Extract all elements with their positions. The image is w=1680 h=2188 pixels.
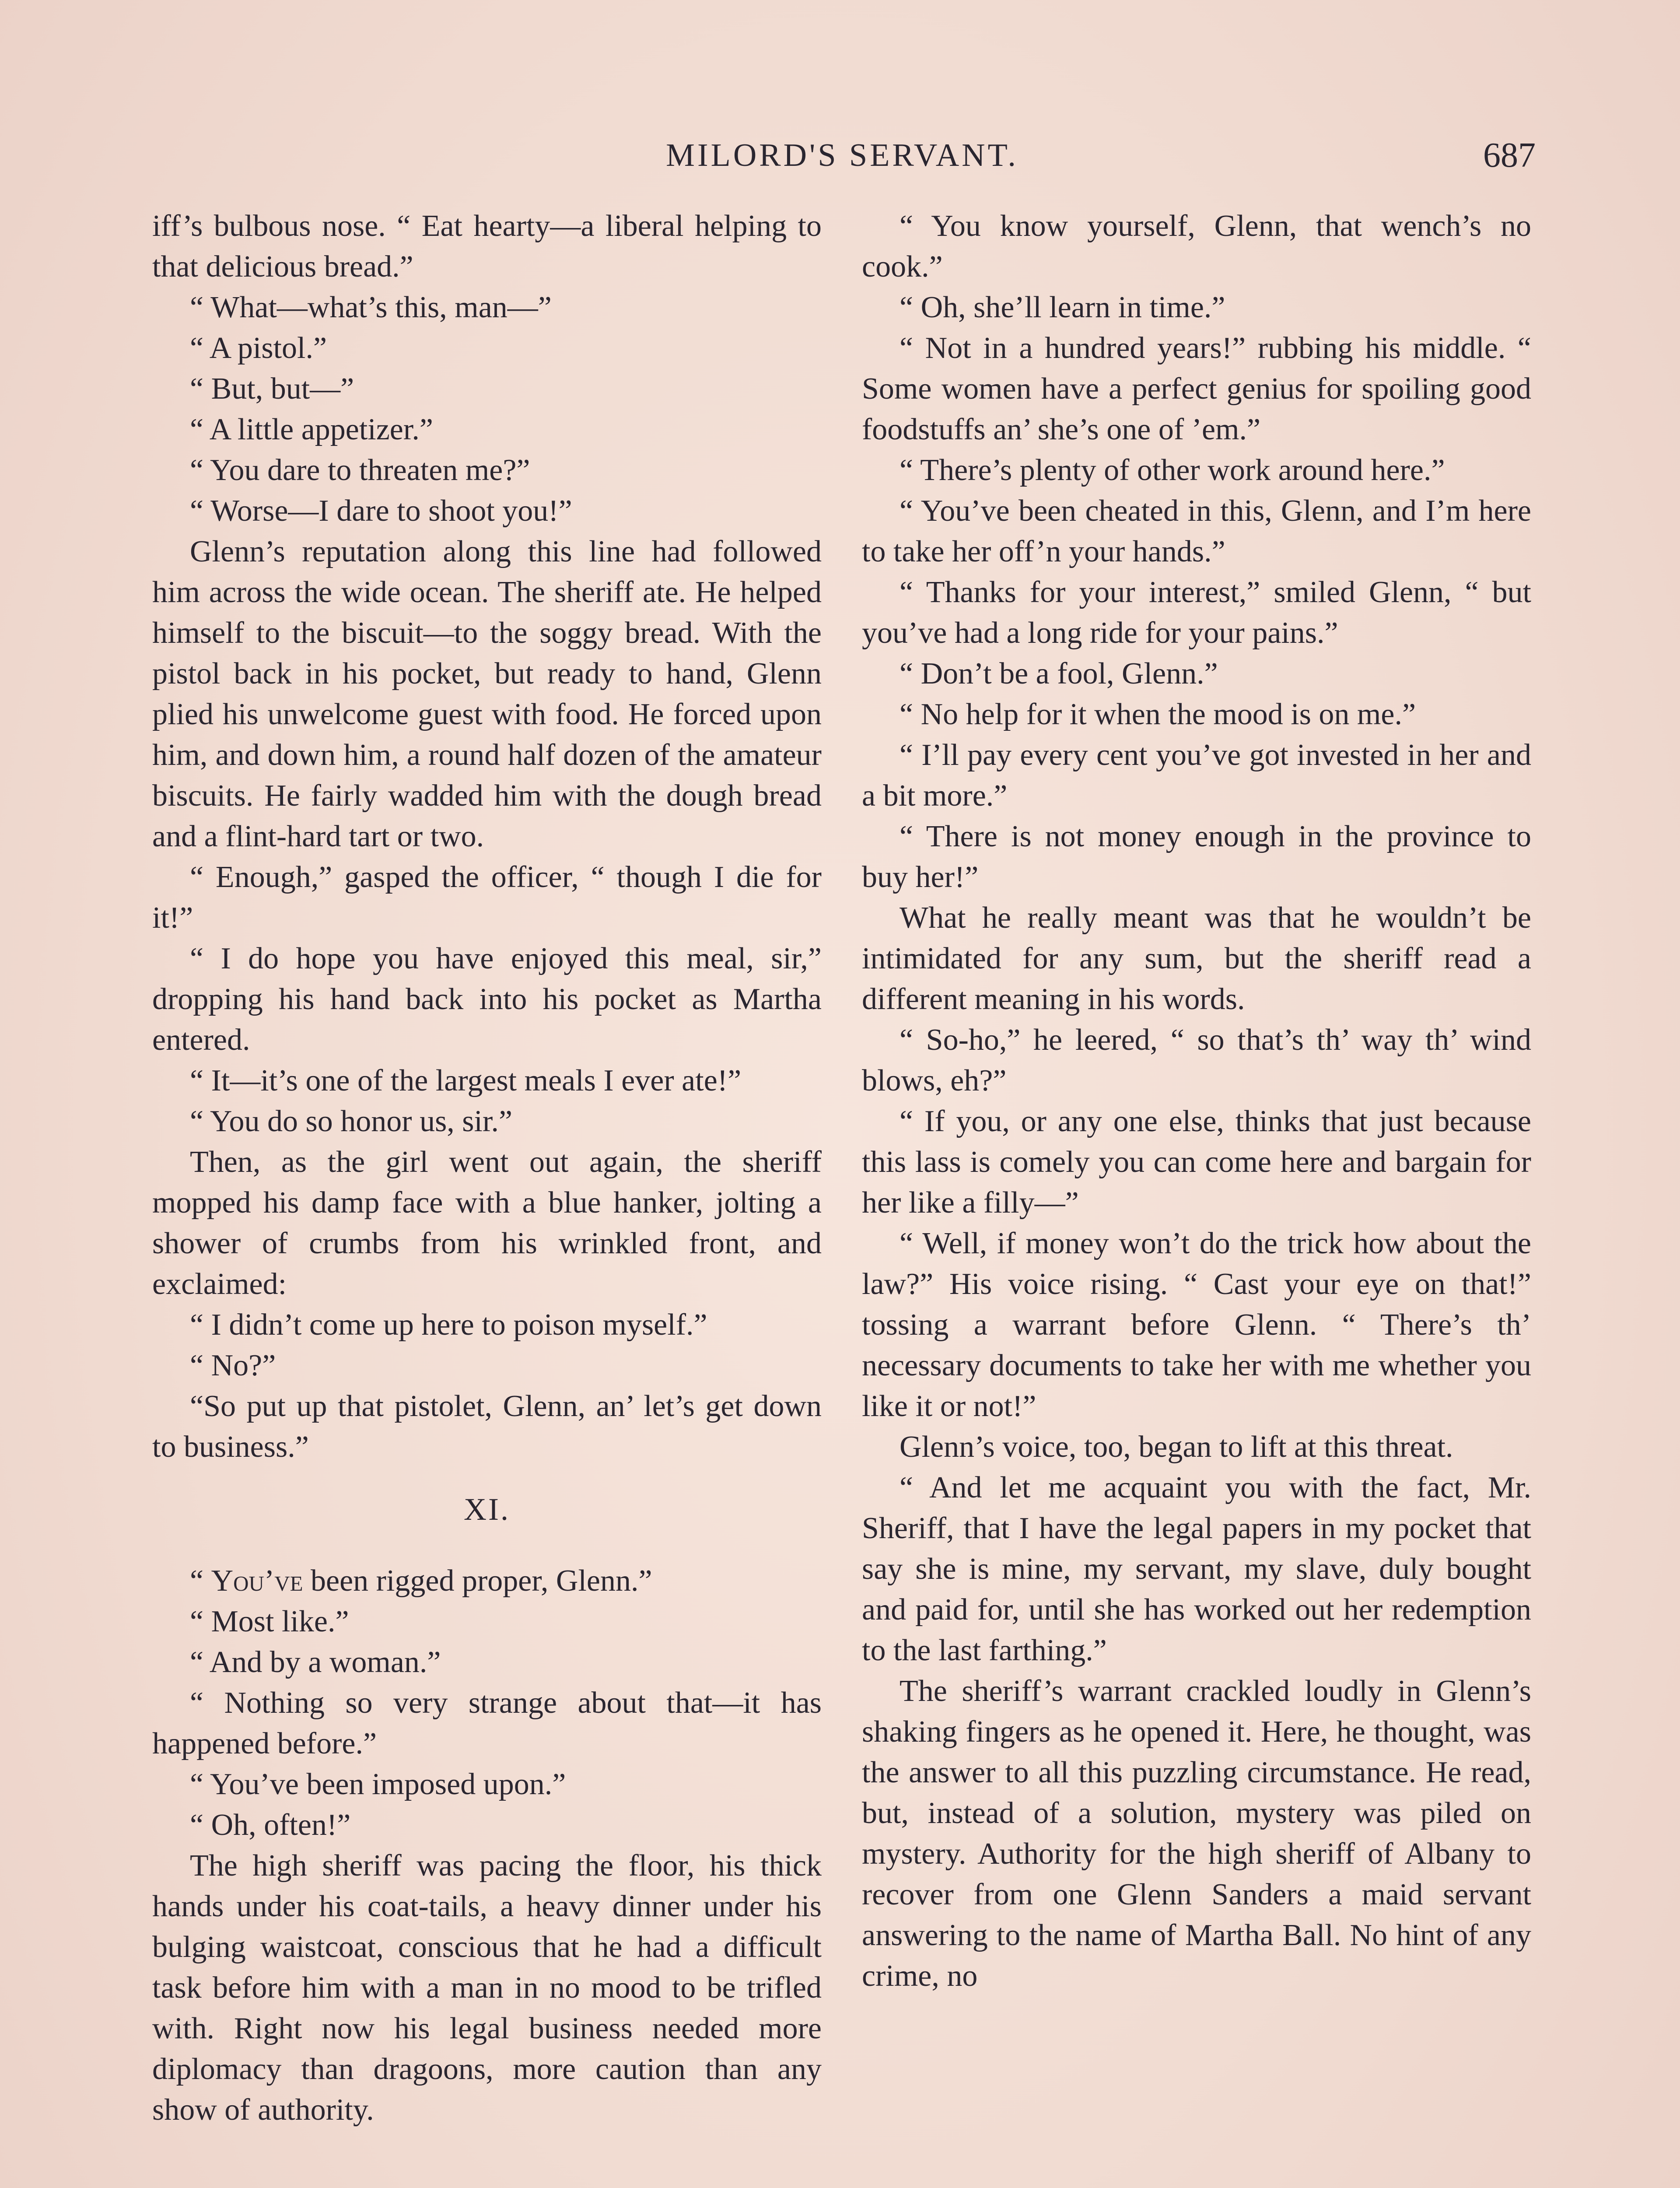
left-paragraphs-after [152,1601,822,2130]
paragraph: “ Nothing so very strange about that—it has happened before.” [152,1686,822,1760]
paragraph: The high sheriff was pacing the floor, his thick hands under his coat-tails, a heavy dinner under his bulging waistcoat, conscious that he had a difficult task before him with a man in no mood to be trifled with. Right now his legal business needed more diplomacy than dragoons, more caution than any show of authority. [152,1849,822,2127]
paragraph: “ I’ll pay every cent you’ve got invested in her and a bit more.” [862,738,1531,813]
page-number: 687 [1483,136,1536,175]
paragraph: What he really meant was that he wouldn’t be intimidated for any sum, but the sheriff read a different meaning in his words. [862,901,1531,1016]
running-title: MILORD'S SERVANT. [666,137,1018,173]
paragraph: “ I do hope you have enjoyed this meal, sir,” dropping his hand back into his pocket as Martha entered. [152,942,822,1057]
paragraph: “ A pistol.” [190,331,327,365]
paragraph: “ I didn’t come up here to poison myself.” [190,1308,707,1342]
paragraph: The sheriff’s warrant crackled loudly in Glenn’s shaking fingers as he opened it. Here, he thought, was the answer to all this puzzling circumstance. He read, but, instead of a solution, mystery was piled on mystery. Authority for the high sheriff of Albany to recover from one Glenn Sanders a maid servant answering to the name of Martha Ball. No hint of any crime, no [862,1674,1531,1993]
paragraph: “ Oh, she’ll learn in time.” [900,291,1225,324]
paragraph: “ But, but—” [190,372,354,406]
open-quote: “ [190,1564,211,1598]
paragraph: “ There’s plenty of other work around here.” [900,453,1445,487]
paragraph: “ You dare to threaten me?” [190,453,530,487]
paragraph: “ No?” [190,1349,276,1382]
paragraph: “ Not in a hundred years!” rubbing his middle. “ Some women have a perfect genius for spoiling good foodstuffs an’ she’s one of ’em.” [862,331,1531,446]
paragraph: “ And by a woman.” [190,1645,441,1679]
paragraph: Glenn’s voice, too, began to lift at this threat. [900,1430,1453,1464]
right-paragraphs [862,206,1531,1996]
paragraph: “ Don’t be a fool, Glenn.” [900,657,1218,691]
paragraph: “ Oh, often!” [190,1808,351,1842]
paragraph: “ Most like.” [190,1605,349,1638]
paragraph: “ And let me acquaint you with the fact, Mr. Sheriff, that I have the legal papers in my pocket that say she is mine, my servant, my slave, duly bought and paid for, until she has worked out her redemption to the last farthing.” [862,1471,1531,1667]
paragraph: “ Thanks for your interest,” smiled Glenn, “ but you’ve had a long ride for your pains.” [862,575,1531,650]
paragraph: “ So-ho,” he leered, “ so that’s th’ way th’ wind blows, eh?” [862,1023,1531,1098]
paragraph: “So put up that pistolet, Glenn, an’ let’s get down to business.” [152,1389,822,1464]
section-first-paragraph [152,1560,822,1601]
paragraph: “ You know yourself, Glenn, that wench’s no cook.” [862,209,1531,284]
paragraph: “ You’ve been imposed upon.” [190,1767,566,1801]
paragraph: “ There is not money enough in the province to buy her!” [862,820,1531,894]
paragraph: “ If you, or any one else, thinks that just because this lass is comely you can come here and bargain for her like a filly—” [862,1105,1531,1220]
paragraph: “ You do so honor us, sir.” [190,1105,513,1138]
paragraph: “ A little appetizer.” [190,413,433,446]
page-header [149,131,1536,179]
paragraph: “ What—what’s this, man—” [190,291,552,324]
paragraph: “ Enough,” gasped the officer, “ though I die for it!” [152,860,822,935]
paragraph: “ Well, if money won’t do the trick how about the law?” His voice rising. “ Cast your eye on that!” tossing a warrant before Glenn. “ There’s th’ necessary documents to take her with me whether you like it or not!” [862,1227,1531,1423]
paragraph: “ Worse—I dare to shoot you!” [190,494,572,528]
paragraph: Then, as the girl went out again, the sheriff mopped his damp face with a blue hanker, jolting a shower of crumbs from his wrinkled front, and exclaimed: [152,1145,822,1301]
paragraph: “ You’ve been cheated in this, Glenn, and I’m here to take her off’n your hands.” [862,494,1531,568]
paragraph: iff’s bulbous nose. “ Eat hearty—a liberal helping to that delicious bread.” [152,209,822,284]
section-heading: XI. [464,1492,510,1527]
left-column [152,206,822,2130]
left-paragraphs-before [152,206,822,1467]
paragraph: “ No help for it when the mood is on me.” [900,698,1416,731]
small-caps-opening-word: You’ve [211,1564,303,1598]
opening-line-rest: been rigged proper, Glenn.” [303,1564,652,1598]
paragraph: “ It—it’s one of the largest meals I ever ate!” [190,1064,742,1098]
right-column [862,206,1531,1996]
paragraph: Glenn’s reputation along this line had followed him across the wide ocean. The sheriff ate. He helped himself to the biscuit—to the soggy bread. With the pistol back in his pocket, but ready to hand, Glenn plied his unwelcome guest with food. He forced upon him, and down him, a round half dozen of the amateur biscuits. He fairly wadded him with the dough bread and a flint-hard tart or two. [152,535,822,853]
